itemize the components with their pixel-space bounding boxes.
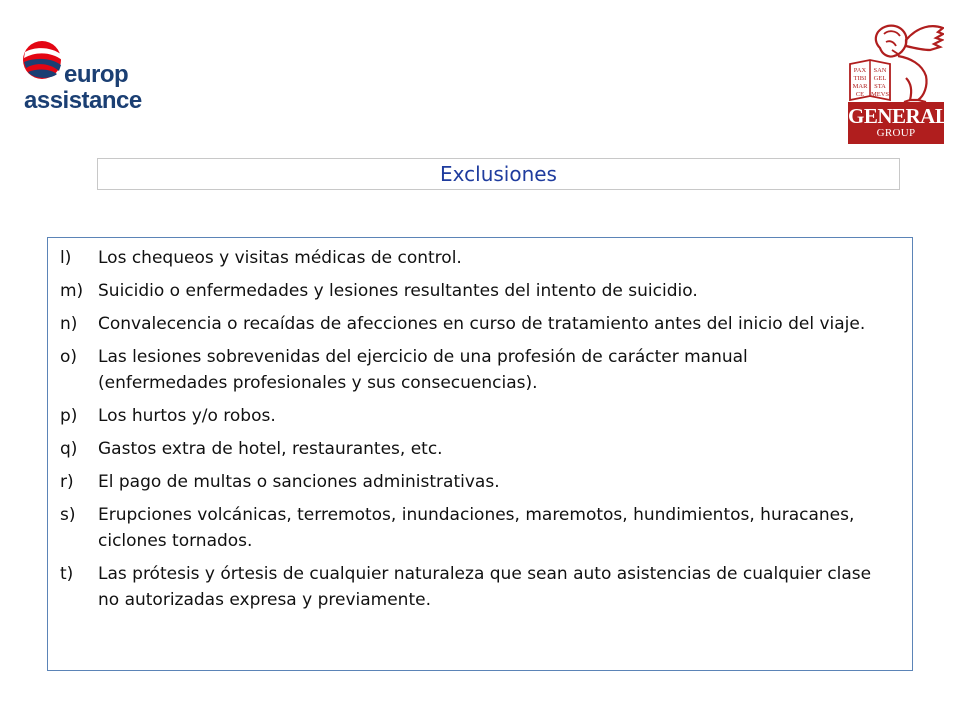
lion-icon [848, 20, 944, 104]
generali-name: GENERALI [848, 104, 957, 128]
book-text-7: STA [874, 83, 886, 90]
assistance-word: assistance [24, 87, 142, 114]
list-item [60, 278, 882, 304]
item-text: Convalecencia o recaídas de afecciones en curso de tratamiento antes del inicio del viaje. [98, 314, 866, 334]
book-text-2: TIBI [853, 75, 867, 82]
item-text: Las prótesis y órtesis de cualquier naturaleza que sean auto asistencias de cualquier clase no autorizadas expresa y previamente. [98, 564, 872, 610]
item-text: El pago de multas o sanciones administrativas. [98, 472, 500, 492]
item-letter: q) [60, 439, 78, 459]
item-text: Las lesiones sobrevenidas del ejercicio de una profesión de carácter manual (enfermedades profesionales y sus consecuencias). [98, 347, 748, 393]
item-letter: n) [60, 314, 78, 334]
item-letter: t) [60, 564, 74, 584]
title-box [97, 158, 900, 190]
europ-globe-icon [22, 38, 64, 82]
europ-assistance-logo [22, 38, 142, 118]
item-text: Erupciones volcánicas, terremotos, inundaciones, maremotos, hundimientos, huracanes, ciclones tornados. [98, 505, 855, 551]
item-text: Suicidio o enfermedades y lesiones resultantes del intento de suicidio. [98, 281, 698, 301]
item-letter: p) [60, 406, 78, 426]
list-item [60, 502, 882, 554]
list-item [60, 403, 882, 429]
item-text: Gastos extra de hotel, restaurantes, etc. [98, 439, 443, 459]
page-title: Exclusiones [440, 162, 557, 186]
list-item [60, 436, 882, 462]
item-letter: r) [60, 472, 74, 492]
book-text-8: MEVS [870, 91, 890, 98]
exclusions-list [48, 238, 912, 613]
book-text-5: SAN [873, 67, 887, 74]
item-letter: l) [60, 248, 72, 268]
book-text-3: MAR [852, 83, 868, 90]
list-item [60, 311, 882, 337]
list-item [60, 344, 882, 396]
list-item [60, 561, 882, 613]
book-text-6: GEL [873, 75, 887, 82]
book-text-4: CE [855, 91, 865, 98]
item-letter: s) [60, 505, 76, 525]
list-item [60, 469, 882, 495]
item-letter: o) [60, 347, 78, 367]
item-text: Los hurtos y/o robos. [98, 406, 276, 426]
book-text-1: PAX [853, 67, 867, 74]
generali-group: GROUP [876, 127, 916, 139]
europ-word: europ [64, 61, 129, 88]
item-letter: m) [60, 281, 84, 301]
generali-logo [848, 20, 957, 144]
exclusions-box [47, 237, 913, 671]
list-item [60, 245, 882, 271]
item-text: Los chequeos y visitas médicas de control. [98, 248, 462, 268]
